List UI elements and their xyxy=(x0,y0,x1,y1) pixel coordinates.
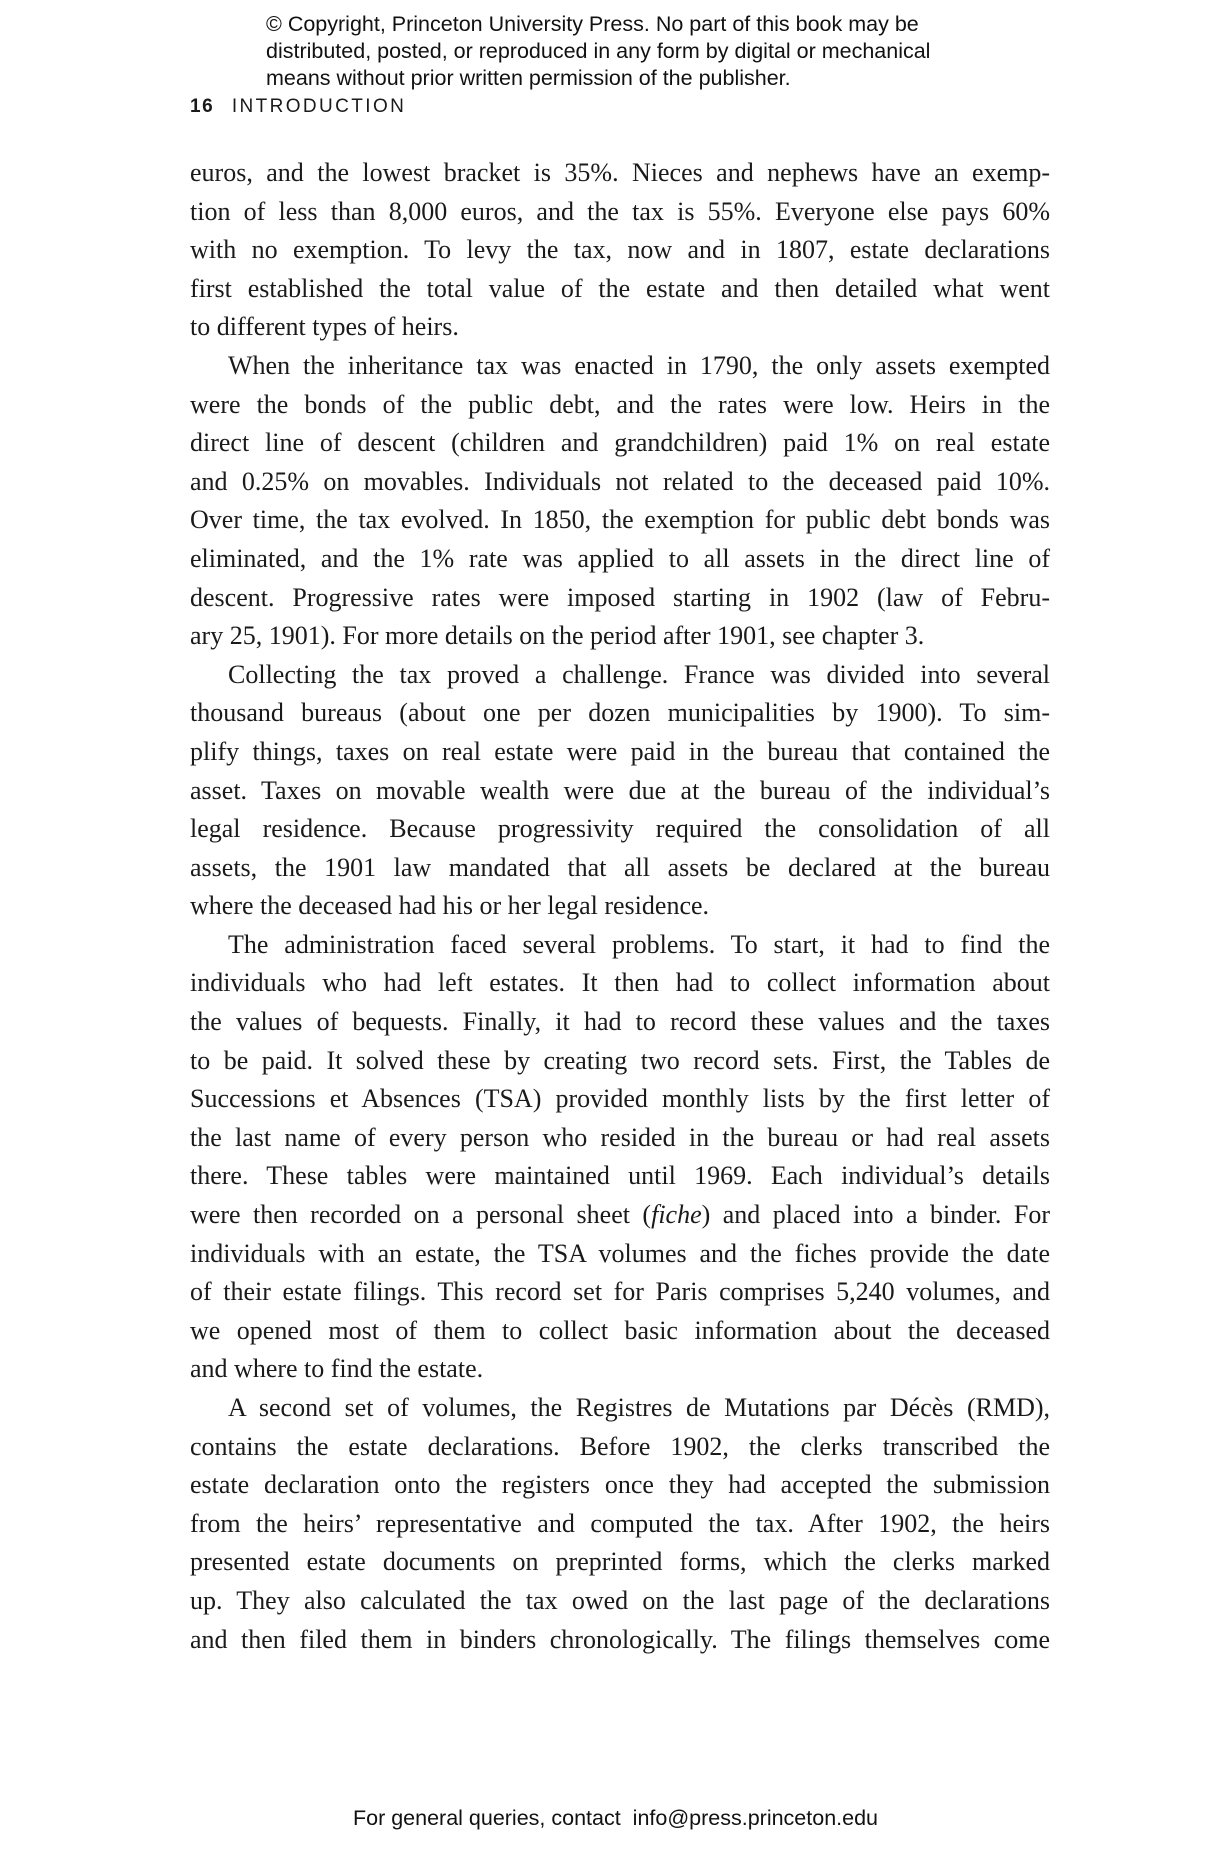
text-line: where the deceased had his or her legal residence. xyxy=(190,891,710,921)
text-line: thousand bureaus (about one per dozen municipalities by 1900). To sim- xyxy=(190,698,1050,728)
text-line: the values of bequests. Finally, it had to record these values and the taxes xyxy=(190,1007,1050,1037)
text-line: were then recorded on a personal sheet (fiche) and placed into a binder. For xyxy=(190,1200,1051,1230)
text-line: estate declaration onto the registers once they had accepted the submission xyxy=(190,1470,1050,1500)
footer-label: For general queries, contact xyxy=(352,1806,621,1830)
text-line: ary 25, 1901). For more details on the period after 1901, see chapter 3. xyxy=(190,621,925,651)
text-line: and then filed them in binders chronologically. The filings themselves come xyxy=(190,1624,1050,1654)
text-line: presented estate documents on preprinted forms, which the clerks marked xyxy=(190,1547,1050,1577)
italic-term: fiche xyxy=(651,1200,702,1230)
body-text xyxy=(190,154,1050,1659)
text-line: there. These tables were maintained until 1969. Each individual’s details xyxy=(190,1161,1050,1191)
text-line: individuals with an estate, the TSA volumes and the fiches provide the date xyxy=(190,1238,1050,1268)
text-line: plify things, taxes on real estate were paid in the bureau that contained the xyxy=(190,736,1050,766)
text-line: we opened most of them to collect basic information about the deceased xyxy=(190,1315,1050,1345)
text-line: Successions et Absences (TSA) provided monthly lists by the first letter of xyxy=(190,1084,1050,1114)
text-line: assets, the 1901 law mandated that all assets be declared at the bureau xyxy=(190,852,1050,882)
text-line: to different types of heirs. xyxy=(190,312,459,342)
text-line: tion of less than 8,000 euros, and the tax is 55%. Everyone else pays 60% xyxy=(190,196,1050,226)
text-line: asset. Taxes on movable wealth were due at the bureau of the individual’s xyxy=(190,775,1050,805)
text-line: and where to find the estate. xyxy=(190,1354,484,1384)
text-line: individuals who had left estates. It then had to collect information about xyxy=(190,968,1050,998)
text-line: and 0.25% on movables. Individuals not related to the deceased paid 10%. xyxy=(190,466,1050,496)
footer xyxy=(0,1806,1225,1831)
copyright-line: distributed, posted, or reproduced in any form by digital or mechanical xyxy=(266,39,931,63)
copyright-notice xyxy=(266,11,1026,92)
text-line: legal residence. Because progressivity required the consolidation of all xyxy=(190,814,1050,844)
text-line: A second set of volumes, the Registres de Mutations par Décès (RMD), xyxy=(228,1393,1050,1422)
text-line: When the inheritance tax was enacted in 1790, the only assets exempted xyxy=(228,350,1050,380)
page-number: 16 xyxy=(190,96,215,117)
text-line: descent. Progressive rates were imposed starting in 1902 (law of Febru- xyxy=(190,582,1050,612)
text-line: Over time, the tax evolved. In 1850, the exemption for public debt bonds was xyxy=(190,505,1050,535)
text-line: from the heirs’ representative and computed the tax. After 1902, the heirs xyxy=(190,1508,1050,1538)
text-line: eliminated, and the 1% rate was applied to all assets in the direct line of xyxy=(190,543,1050,573)
copyright-line: means without prior written permission of the publisher. xyxy=(266,66,791,90)
running-head xyxy=(190,96,406,118)
text-line: euros, and the lowest bracket is 35%. Nieces and nephews have an exemp- xyxy=(190,158,1050,187)
text-line: with no exemption. To levy the tax, now and in 1807, estate declarations xyxy=(190,235,1050,265)
text-line: to be paid. It solved these by creating two record sets. First, the Tables de xyxy=(190,1045,1050,1075)
text-line: The administration faced several problems. To start, it had to find the xyxy=(228,929,1050,959)
text-line: first established the total value of the estate and then detailed what went xyxy=(190,273,1050,303)
footer-email[interactable]: info@press.princeton.edu xyxy=(632,1806,879,1830)
text-line: contains the estate declarations. Before 1902, the clerks transcribed the xyxy=(190,1431,1050,1461)
section-title: INTRODUCTION xyxy=(231,96,407,117)
text-line: up. They also calculated the tax owed on the last page of the declarations xyxy=(190,1585,1050,1615)
text-line: Collecting the tax proved a challenge. France was divided into several xyxy=(228,659,1050,689)
copyright-line: © Copyright, Princeton University Press. No part of this book may be xyxy=(266,12,919,36)
text-line: direct line of descent (children and grandchildren) paid 1% on real estate xyxy=(190,428,1050,458)
text-line: of their estate filings. This record set for Paris comprises 5,240 volumes, and xyxy=(190,1277,1050,1307)
text-line: were the bonds of the public debt, and the rates were low. Heirs in the xyxy=(190,389,1050,419)
text-line: the last name of every person who resided in the bureau or had real assets xyxy=(190,1122,1050,1152)
